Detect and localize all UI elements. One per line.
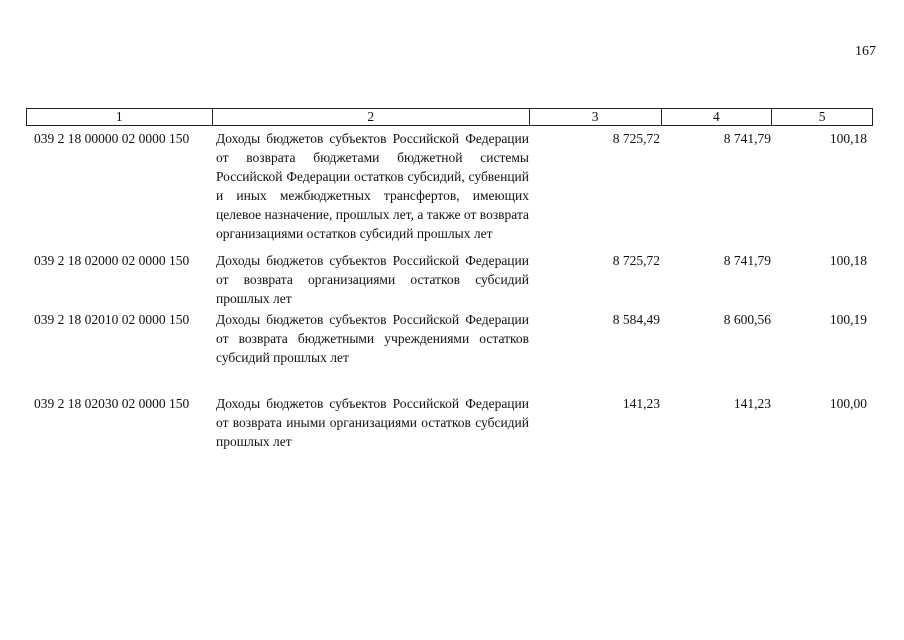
value-col3-cell: 141,23 [622, 396, 660, 411]
percent-col5-cell: 100,19 [829, 312, 867, 327]
table-row [26, 251, 873, 308]
table-row [26, 394, 873, 451]
budget-code-cell: 039 2 18 02000 02 0000 150 [34, 253, 190, 268]
header-col-1: 1 [27, 109, 213, 125]
table-body [26, 129, 873, 451]
table-row [26, 129, 873, 243]
percent-col5-cell: 100,18 [829, 131, 867, 146]
income-name-cell: Доходы бюджетов субъектов Российской Федерации от возврата иными организациями остатков субсидий прошлых лет [216, 396, 529, 449]
value-col4-cell: 8 600,56 [723, 312, 771, 327]
header-col-5: 5 [818, 109, 826, 124]
header-col-3: 3 [530, 109, 662, 125]
value-col4-cell: 141,23 [733, 396, 771, 411]
budget-code-cell: 039 2 18 00000 02 0000 150 [34, 131, 190, 146]
percent-col5-cell: 100,00 [829, 396, 867, 411]
budget-code-cell: 039 2 18 02030 02 0000 150 [34, 396, 190, 411]
percent-col5-cell: 100,18 [829, 253, 867, 268]
value-col3-cell: 8 584,49 [612, 312, 660, 327]
table-header-row [26, 108, 873, 126]
page-number: 167 [855, 44, 876, 59]
header-col-4: 4 [662, 109, 773, 125]
income-name-cell: Доходы бюджетов субъектов Российской Федерации от возврата бюджетами бюджетной системы Российской Федерации остатков субсидий, субвенций и иных межбюджетных трансфертов, имеющих целевое назначение, прошлых лет, а также от возврата организациями остатков субсидий прошлых лет [216, 131, 529, 241]
income-name-cell: Доходы бюджетов субъектов Российской Федерации от возврата организациями остатков субсидий прошлых лет [216, 253, 529, 306]
header-col-2: 2 [213, 109, 530, 125]
value-col3-cell: 8 725,72 [612, 131, 660, 146]
budget-code-cell: 039 2 18 02010 02 0000 150 [34, 312, 190, 327]
value-col4-cell: 8 741,79 [723, 131, 771, 146]
value-col3-cell: 8 725,72 [612, 253, 660, 268]
income-name-cell: Доходы бюджетов субъектов Российской Федерации от возврата бюджетными учреждениями остатков субсидий прошлых лет [216, 312, 529, 365]
table-row [26, 310, 873, 367]
value-col4-cell: 8 741,79 [723, 253, 771, 268]
